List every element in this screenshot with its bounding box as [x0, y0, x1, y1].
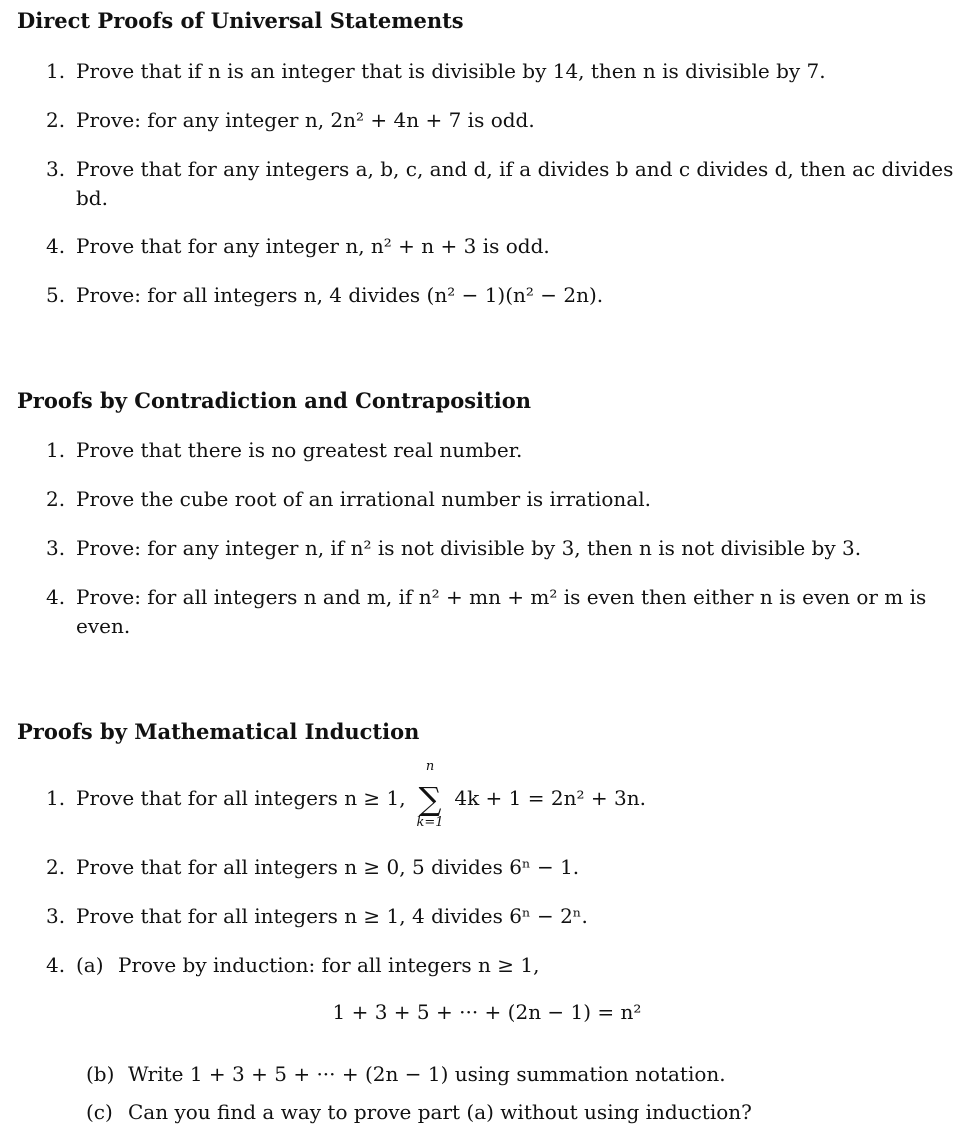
list-item	[46, 436, 958, 465]
section-heading-induction: Proofs by Mathematical Induction	[17, 719, 420, 744]
item-number: 2.	[46, 487, 66, 511]
item-number: 2.	[46, 108, 66, 132]
subitem-text: Can you find a way to prove part (a) without using induction?	[128, 1100, 752, 1124]
item-number: 4.	[46, 234, 66, 258]
subitem-label: (a)	[76, 953, 104, 977]
item-text: Prove: for all integers n, 4 divides (n² − 1)(n² − 2n).	[76, 283, 604, 307]
sum-lower-limit: k=1	[416, 814, 444, 830]
list-item	[46, 853, 958, 882]
item-number: 2.	[46, 855, 66, 879]
list-item	[46, 583, 958, 641]
item-text-after: 4k + 1 = 2n² + 3n.	[454, 786, 646, 810]
list-item	[46, 534, 958, 563]
list-item	[46, 232, 958, 261]
item-text	[76, 951, 958, 980]
subitem	[86, 1062, 946, 1086]
item-text	[76, 758, 958, 830]
list-item	[46, 485, 958, 514]
item-number: 5.	[46, 283, 66, 307]
item-number: 4.	[46, 953, 66, 977]
item-text: Prove: for any integer n, if n² is not divisible by 3, then n is not divisible by 3.	[76, 536, 862, 560]
item-number: 4.	[46, 585, 66, 609]
item-text: Prove that for all integers n ≥ 1, 4 divides 6ⁿ − 2ⁿ.	[76, 904, 588, 928]
list-item	[46, 758, 958, 830]
display-equation: 1 + 3 + 5 + ··· + (2n − 1) = n²	[332, 1000, 642, 1024]
subitem-label: (c)	[86, 1100, 113, 1124]
item-text: Prove that if n is an integer that is divisible by 14, then n is divisible by 7.	[76, 59, 826, 83]
item-text: Prove that there is no greatest real number.	[76, 438, 523, 462]
sigma-symbol: ∑	[418, 779, 442, 818]
list-item	[46, 902, 958, 931]
item-number: 3.	[46, 157, 66, 181]
item-number: 1.	[46, 786, 66, 810]
list-item	[46, 281, 958, 310]
item-text: Prove that for any integer n, n² + n + 3 is odd.	[76, 234, 550, 258]
subitem	[86, 1100, 946, 1124]
list-item	[46, 106, 958, 135]
list-item	[46, 57, 958, 86]
item-text: Prove that for all integers n ≥ 0, 5 divides 6ⁿ − 1.	[76, 855, 580, 879]
item-text: Prove: for all integers n and m, if n² + mn + m² is even then either n is even or m is even.	[76, 585, 927, 638]
subitem-label: (b)	[86, 1062, 115, 1086]
item-number: 3.	[46, 904, 66, 928]
section-heading-direct-proofs: Direct Proofs of Universal Statements	[17, 8, 464, 33]
list-item	[46, 951, 958, 980]
list-item	[46, 155, 958, 213]
item-number: 1.	[46, 59, 66, 83]
subitem-text: Write 1 + 3 + 5 + ··· + (2n − 1) using summation notation.	[128, 1062, 726, 1086]
subitem-text: Prove by induction: for all integers n ≥ 1,	[118, 953, 540, 977]
item-text: Prove: for any integer n, 2n² + 4n + 7 is odd.	[76, 108, 535, 132]
item-number: 1.	[46, 438, 66, 462]
item-text: Prove that for any integers a, b, c, and d, if a divides b and c divides d, then ac divides bd.	[76, 157, 954, 210]
item-text: Prove the cube root of an irrational number is irrational.	[76, 487, 651, 511]
sum-upper-limit: n	[425, 758, 435, 774]
section-heading-contradiction: Proofs by Contradiction and Contraposition	[17, 388, 531, 413]
summation	[412, 758, 448, 830]
item-number: 3.	[46, 536, 66, 560]
item-text-before: Prove that for all integers n ≥ 1,	[76, 786, 406, 810]
